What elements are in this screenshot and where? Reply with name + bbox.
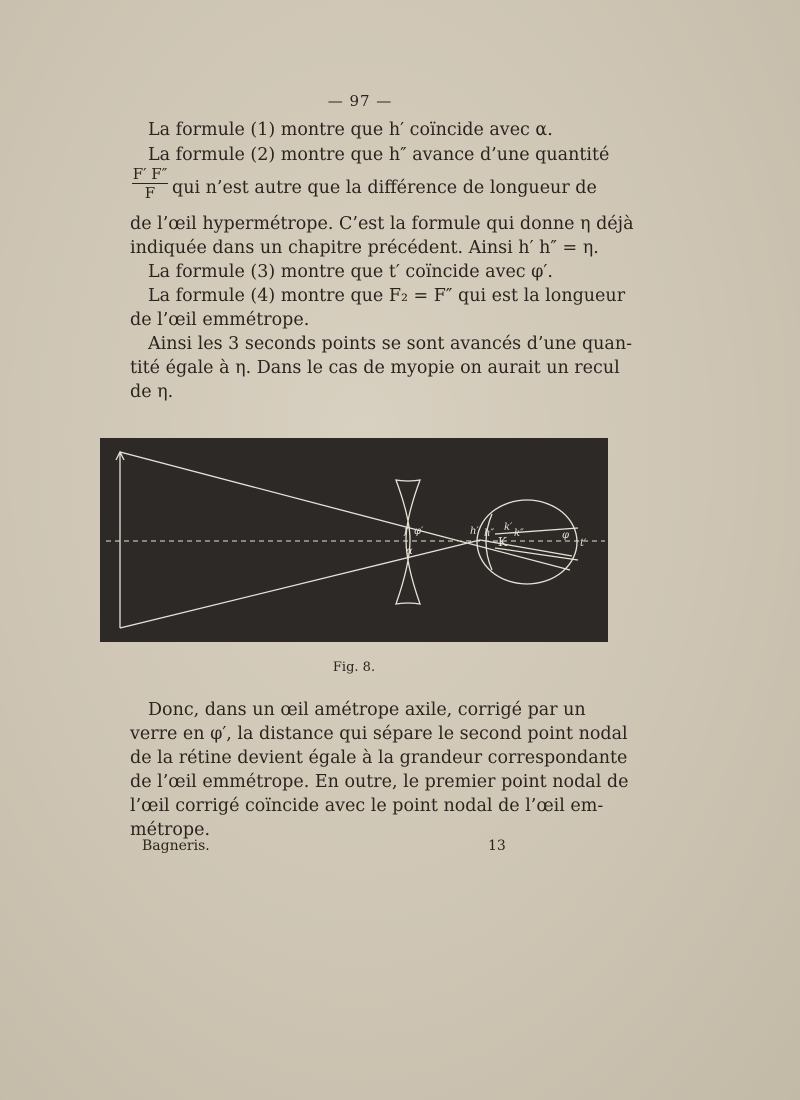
label-h-double: h″ <box>484 528 495 539</box>
label-k: K <box>498 535 507 549</box>
label-alpha: α <box>406 546 413 557</box>
diagram-svg <box>100 438 608 642</box>
text-line: de η. <box>130 382 174 402</box>
sheet-signature: 13 <box>488 838 506 854</box>
fraction-numerator: F′ F″ <box>132 165 168 183</box>
text-line: Donc, dans un œil amétrope axile, corrigé par un <box>148 700 586 720</box>
fraction <box>130 166 170 201</box>
author-signature: Bagneris. <box>142 838 210 854</box>
optical-diagram <box>100 438 608 642</box>
label-h-prime: h′ <box>470 526 479 537</box>
fraction-denominator: F <box>144 184 156 202</box>
text-line: de la rétine devient égale à la grandeur correspondante <box>130 748 628 768</box>
text-line: La formule (4) montre que F₂ = F″ qui est la longueur <box>148 286 626 306</box>
figure-caption: Fig. 8. <box>332 660 376 675</box>
label-f-prime: f′ <box>404 526 410 537</box>
text-line: tité égale à η. Dans le cas de myopie on aurait un recul <box>130 358 620 378</box>
label-t-prime: t′ <box>580 538 587 549</box>
page-number: — 97 — <box>327 92 393 110</box>
text-line: de l’œil hypermétrope. C’est la formule qui donne η déjà <box>130 214 634 234</box>
label-k-prime: k′ <box>504 522 513 533</box>
text-line: La formule (3) montre que t′ coïncide avec φ′. <box>148 262 553 282</box>
text-line: de l’œil emmétrope. <box>130 310 310 330</box>
ray-lower <box>120 540 480 628</box>
text-line: verre en φ′, la distance qui sépare le second point nodal <box>130 724 628 744</box>
text-line: La formule (1) montre que h′ coïncide avec α. <box>148 120 553 140</box>
text-line: métrope. <box>130 820 211 840</box>
text-line: de l’œil emmétrope. En outre, le premier point nodal de <box>130 772 629 792</box>
text-line: qui n’est autre que la différence de longueur de <box>172 178 597 198</box>
text-line: Ainsi les 3 seconds points se sont avancés d’une quan- <box>148 334 633 354</box>
ray-lower-inside <box>480 540 572 556</box>
text-line: indiquée dans un chapitre précédent. Ainsi h′ h″ = η. <box>130 238 599 258</box>
label-k-double: k″ <box>514 528 524 539</box>
label-phi: φ <box>562 530 570 541</box>
label-phi-prime: φ′ <box>414 526 424 537</box>
ray-upper <box>120 452 570 570</box>
text-line: La formule (2) montre que h″ avance d’une quantité <box>148 145 610 165</box>
text-line: l’œil corrigé coïncide avec le point nodal de l’œil em- <box>130 796 604 816</box>
diverging-lens <box>396 480 420 604</box>
